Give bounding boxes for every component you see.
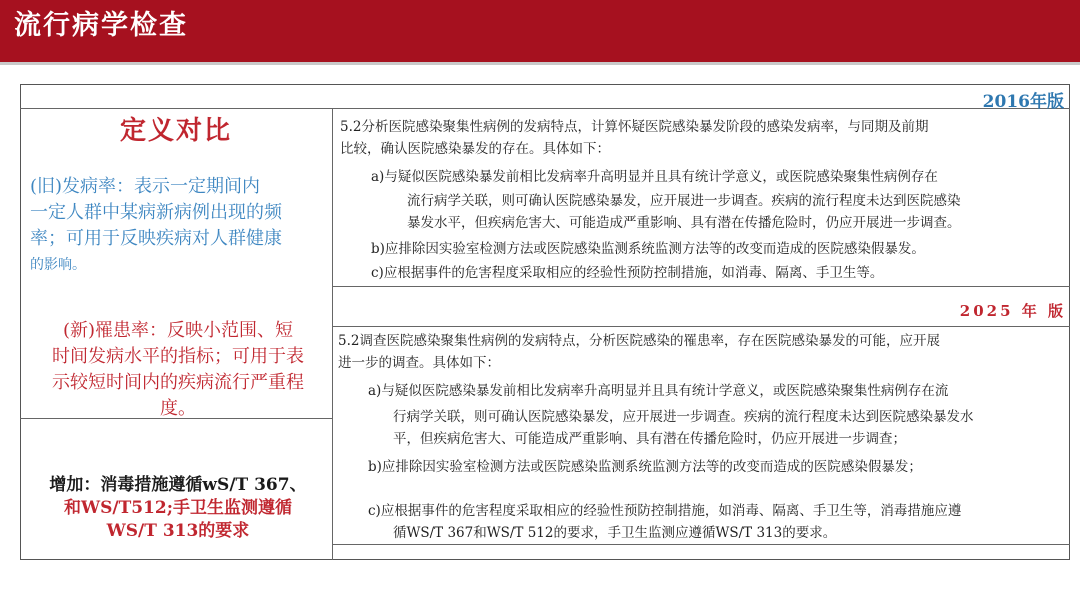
v2025-item-c-line: c)应根据事件的危害程度采取相应的经验性预防控制措施，如消毒、隔离、手卫生等，消毒措施应遵 [368,503,962,519]
v2025-item-a-line: 平，但疾病危害大、可能造成严重影响、具有潜在传播危险时，仍应开展进一步调查； [393,431,906,447]
table-rule [332,544,1070,545]
v2025-item-b: b)应排除因实验室检测方法或医院感染监测系统监测方法等的改变而造成的医院感染假暴发； [368,459,922,475]
title-divider [0,62,1080,65]
new-definition [30,318,326,422]
v2016-item-a-line: 流行病学关联，则可确认医院感染暴发，应开展进一步调查。疾病的流行程度未达到医院感染 [407,193,961,209]
new-definition-line: 示较短时间内的疾病流行严重程 [52,372,304,393]
old-definition-line: 率；可用于反映疾病对人群健康 [30,228,282,249]
old-definition-line: 的影响。 [30,257,86,273]
added-note-line: 和WS/T512;手卫生监测遵循 [64,498,292,518]
version-2025-label: 2025 年 版 [959,302,1066,320]
added-note-line: 增加：消毒措施遵循wS/T 367、 [49,475,307,495]
definition-comparison-title: 定义对比 [119,116,232,146]
v2016-intro-line: 5.2分析医院感染聚集性病例的发病特点，计算怀疑医院感染暴发阶段的感染发病率，与同期及前期 [340,119,929,135]
table-rule [20,108,1070,109]
old-definition-line: 一定人群中某病新病例出现的频 [30,202,282,223]
table-rule [332,286,1070,287]
version-2016-label: 2016年版 [982,92,1064,112]
added-requirements-note [28,474,328,543]
table-rule [332,108,333,560]
v2025-item-c-line: 循WS/T 367和WS/T 512的要求，手卫生监测应遵循WS/T 313的要求。 [393,525,837,541]
v2016-item-a-line: a)与疑似医院感染暴发前相比发病率升高明显并且具有统计学意义，或医院感染聚集性病例存在 [371,169,938,185]
v2025-intro-line: 进一步的调查。具体如下： [338,355,500,371]
new-definition-line: 度。 [160,398,196,419]
v2025-item-a-line: 行病学关联，则可确认医院感染暴发，应开展进一步调查。疾病的流行程度未达到医院感染暴发水 [393,409,974,425]
v2016-intro-line: 比较，确认医院感染暴发的存在。具体如下： [340,141,610,157]
old-definition-line: (旧)发病率：表示一定期间内 [30,176,261,197]
v2025-intro-line: 5.2调查医院感染聚集性病例的发病特点，分析医院感染的罹患率，存在医院感染暴发的可能，应开展 [338,333,940,349]
v2016-item-c: c)应根据事件的危害程度采取相应的经验性预防控制措施，如消毒、隔离、手卫生等。 [371,265,884,281]
v2016-item-a-line: 暴发水平，但疾病危害大、可能造成严重影响、具有潜在传播危险时，仍应开展进一步调查。 [407,215,961,231]
added-note-line: WS/T 313的要求 [106,521,250,541]
new-definition-line: (新)罹患率：反映小范围、短 [62,320,294,341]
v2025-item-a-line: a)与疑似医院感染暴发前相比发病率升高明显并且具有统计学意义，或医院感染聚集性病例存在流 [368,383,949,399]
table-rule [332,326,1070,327]
old-definition [30,174,326,278]
v2016-item-b: b)应排除因实验室检测方法或医院感染监测系统监测方法等的改变而造成的医院感染假暴发。 [371,241,925,257]
page-title: 流行病学检查 [14,10,188,41]
new-definition-line: 时间发病水平的指标；可用于表 [52,346,304,367]
